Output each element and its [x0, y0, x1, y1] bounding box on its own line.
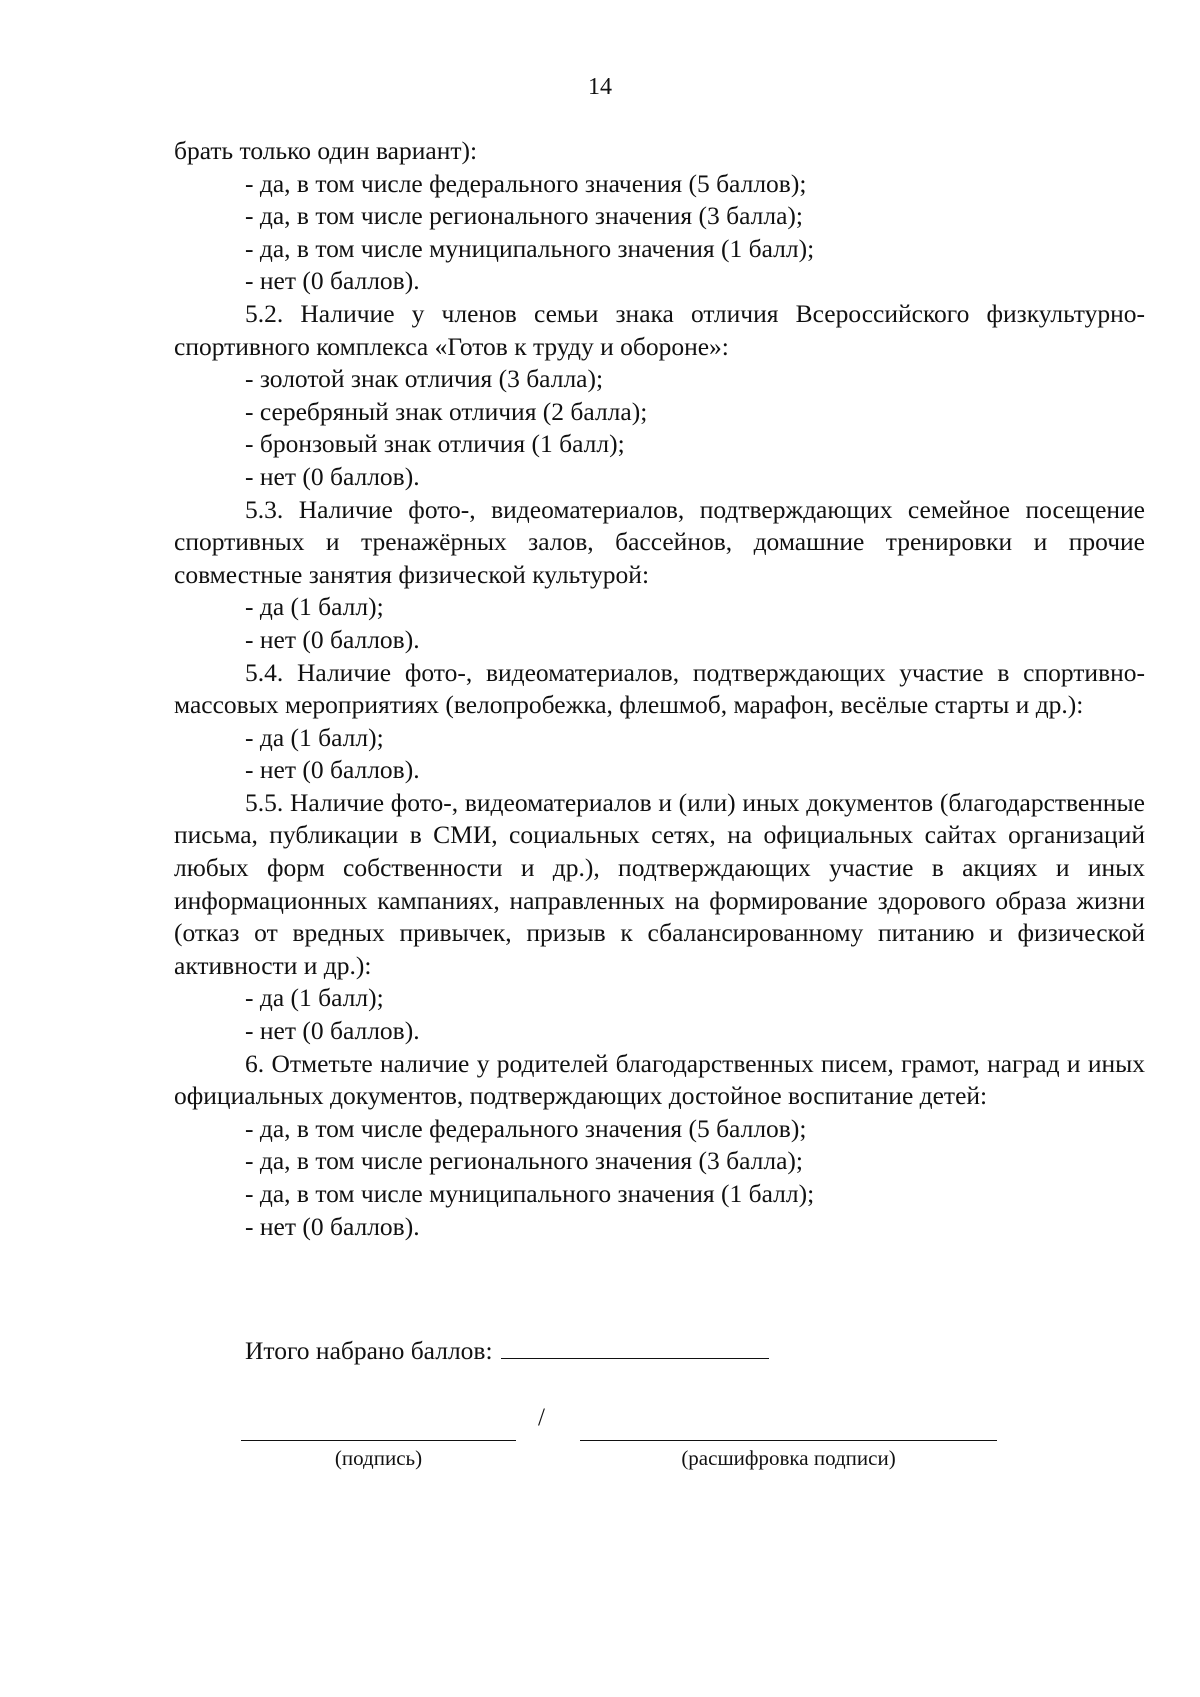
signature-blank[interactable] — [241, 1440, 516, 1441]
list-item: - да (1 балл); — [245, 592, 384, 622]
total-score-blank[interactable] — [501, 1332, 769, 1359]
total-score-label: Итого набрано баллов: — [245, 1336, 493, 1365]
list-item: - нет (0 баллов). — [245, 755, 420, 785]
paragraph-5-4: 5.4. Наличие фото-, видеоматериалов, подтверждающих участие в спортивно-массовых мероприятиях (велопробежка, флешмоб, марафон, весёлые старты и др.): — [174, 657, 1145, 720]
list-item: - нет (0 баллов). — [245, 624, 420, 654]
total-score-row — [245, 1332, 769, 1366]
paragraph-5-3: 5.3. Наличие фото-, видеоматериалов, подтверждающих семейное посещение спортивных и тренажёрных залов, бассейнов, домашние тренировки и прочие совместные занятия физической культурой: — [174, 494, 1145, 589]
list-item: - да, в том числе муниципального значения (1 балл); — [245, 233, 815, 263]
list-item: - да, в том числе регионального значения (3 балла); — [245, 1146, 803, 1176]
paragraph-5-5: 5.5. Наличие фото-, видеоматериалов и (или) иных документов (благодарственные письма, публикации в СМИ, социальных сетях, на официальных сайтах организаций любых форм собственности и др.), подтверждающих участие в акциях и иных информационных кампаниях, направленных на формирование здорового образа жизни (отказ от вредных привычек, призыв к сбалансированному питанию и физической активности и др.): — [174, 787, 1145, 980]
signature-decoding-caption: (расшифровка подписи) — [681, 1446, 896, 1470]
list-item: - да (1 балл); — [245, 722, 384, 752]
list-item: - да, в том числе федерального значения (5 баллов); — [245, 1113, 807, 1143]
signature-decoding-blank[interactable] — [580, 1440, 997, 1441]
continuation-text: брать только один вариант): — [174, 136, 478, 165]
document-body — [174, 135, 1145, 1243]
list-item: - да, в том числе регионального значения (3 балла); — [245, 201, 803, 231]
list-item: - золотой знак отличия (3 балла); — [245, 364, 604, 394]
list-item: - да (1 балл); — [245, 983, 384, 1013]
paragraph-6: 6. Отметьте наличие у родителей благодарственных писем, грамот, наград и иных официальных документов, подтверждающих достойное воспитание детей: — [174, 1048, 1145, 1111]
list-item: - нет (0 баллов). — [245, 266, 420, 296]
list-item: - нет (0 баллов). — [245, 461, 420, 491]
list-item: - да, в том числе муниципального значения (1 балл); — [245, 1179, 815, 1208]
list-item: - нет (0 баллов). — [245, 1211, 420, 1241]
signature-separator: / — [538, 1404, 545, 1431]
list-item: - нет (0 баллов). — [245, 1016, 420, 1046]
page-number: 14 — [588, 74, 612, 100]
list-item: - бронзовый знак отличия (1 балл); — [245, 429, 625, 459]
paragraph-5-2: 5.2. Наличие у членов семьи знака отличия Всероссийского физкультурно-спортивного комплекса «Готов к труду и обороне»: — [174, 298, 1145, 361]
signature-caption: (подпись) — [334, 1446, 423, 1470]
list-item: - серебряный знак отличия (2 балла); — [245, 396, 648, 426]
list-item: - да, в том числе федерального значения (5 баллов); — [245, 168, 807, 198]
